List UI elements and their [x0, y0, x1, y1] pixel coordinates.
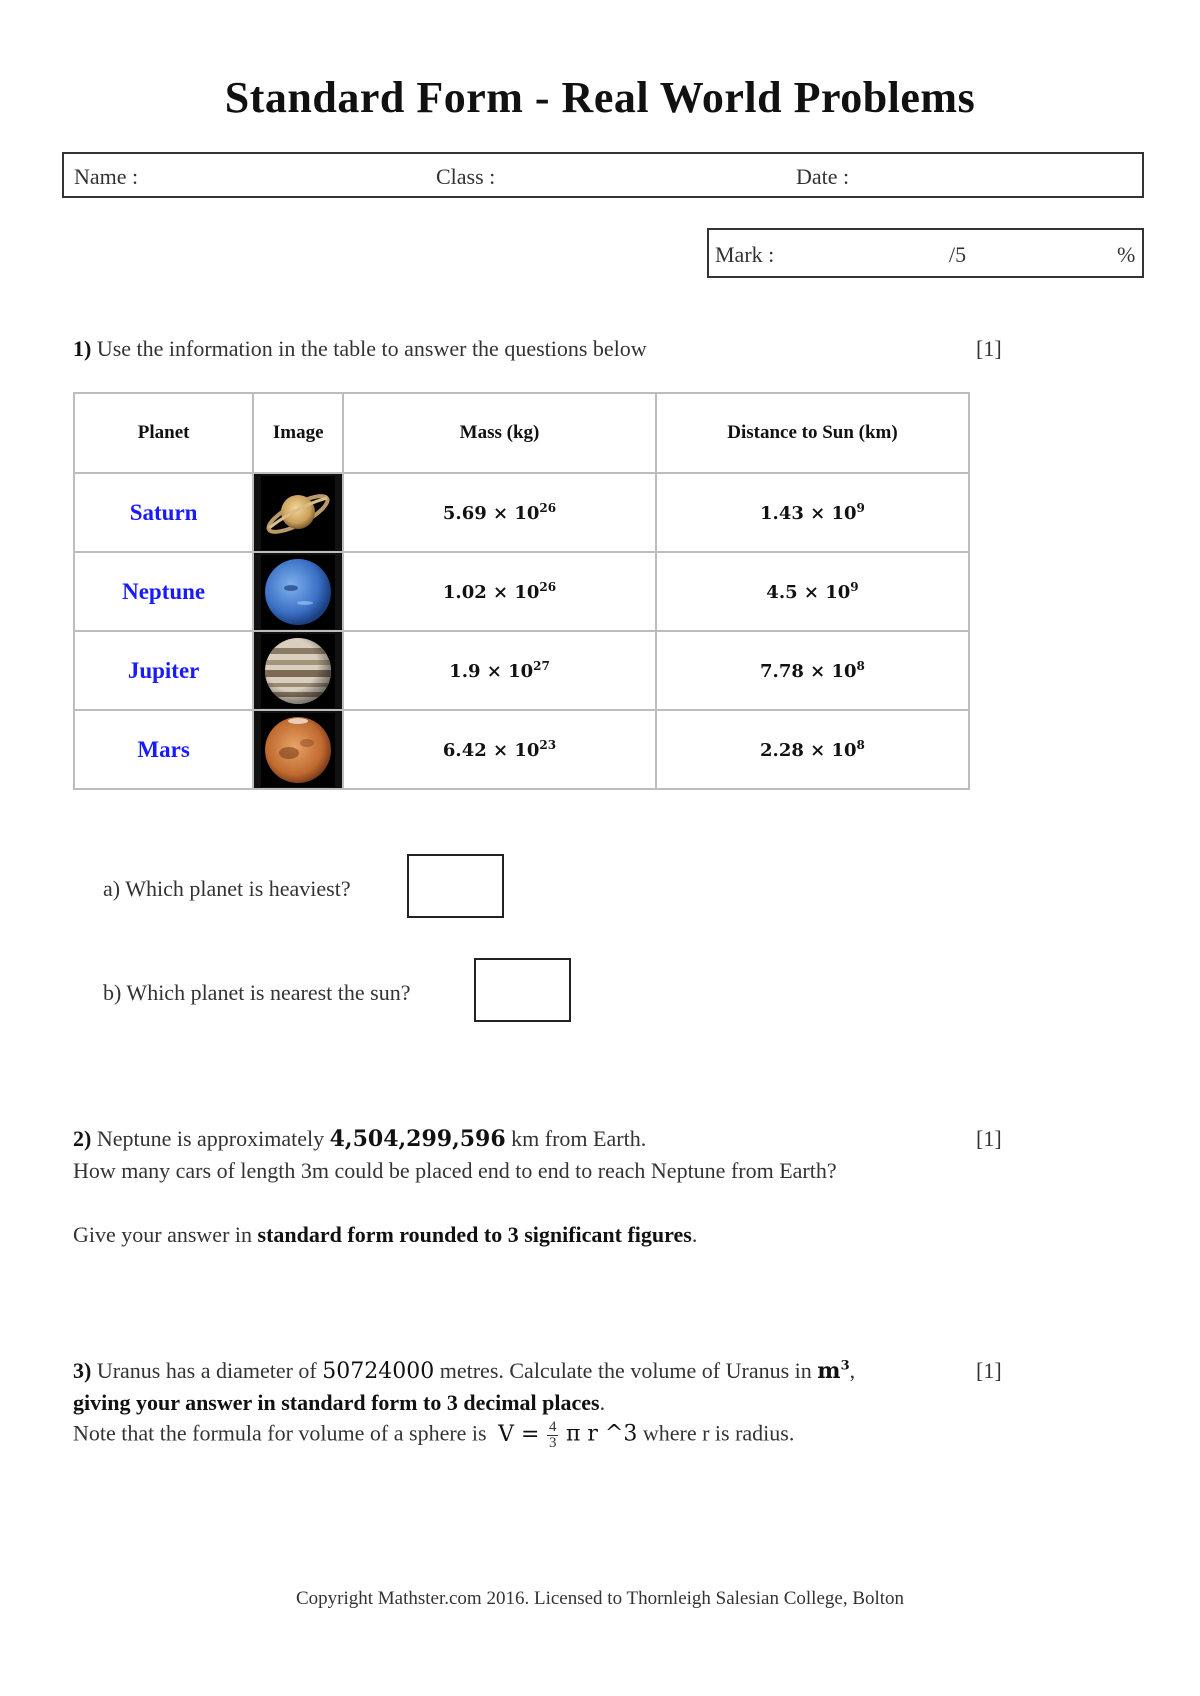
saturn-image	[253, 473, 343, 552]
header-distance: Distance to Sun (km)	[656, 393, 969, 473]
table-row	[74, 473, 969, 552]
question-2-text-after: km from Earth.	[511, 1126, 647, 1151]
mass-mars: $6.42 \times 10^{23}$	[442, 738, 557, 761]
question-3-line-3: Note that the formula for volume of a sphere is V = $\frac{4}{3}$ π r ^3 where r is radius.	[73, 1419, 795, 1451]
planet-name-saturn: Saturn	[129, 499, 198, 525]
header-planet: Planet	[74, 393, 253, 473]
question-2-number: 2)	[73, 1126, 92, 1151]
percent-label: %	[1117, 242, 1136, 267]
copyright-footer: Copyright Mathster.com 2016. Licensed to Thornleigh Salesian College, Bolton	[295, 1588, 905, 1609]
table-row	[74, 710, 969, 789]
distance-saturn: $1.43 \times 10^9$	[760, 501, 865, 524]
question-1b: b) Which planet is nearest the sun?	[103, 980, 411, 1005]
mass-saturn: $5.69 \times 10^{26}$	[442, 501, 557, 524]
question-3-number: 3)	[73, 1358, 92, 1383]
header-image: Image	[253, 393, 343, 473]
question-2-text-before: Neptune is approximately	[96, 1126, 325, 1151]
mark-label: Mark :	[715, 242, 775, 267]
formula-rhs: π r ^3	[565, 1421, 638, 1447]
mars-image	[253, 710, 343, 789]
mars-picture	[261, 713, 335, 787]
question-3-instruction: giving your answer in standard form to 3 decimal places	[73, 1390, 600, 1415]
neptune-image	[253, 552, 343, 631]
question-2-value: 4,504,299,596	[329, 1126, 506, 1152]
jupiter-image	[253, 631, 343, 710]
question-3-text-mid: metres. Calculate the volume of Uranus in	[439, 1358, 812, 1383]
question-1-text: Use the information in the table to answer the questions below	[96, 336, 647, 361]
planet-table	[73, 392, 970, 790]
mass-neptune: $1.02 \times 10^{26}$	[442, 580, 557, 603]
distance-neptune: $4.5 \times 10^9$	[766, 580, 859, 603]
planet-name-jupiter: Jupiter	[127, 657, 200, 683]
jupiter-picture	[261, 634, 335, 708]
mass-jupiter: $1.9 \times 10^{27}$	[449, 659, 550, 682]
neptune-picture	[261, 555, 335, 629]
question-2	[73, 1126, 646, 1152]
question-2-line-3: Give your answer in standard form rounded to 3 significant figures.	[73, 1222, 698, 1247]
question-2-line-2: How many cars of length 3m could be placed end to end to reach Neptune from Earth?	[73, 1158, 837, 1183]
name-label: Name :	[74, 164, 139, 189]
student-info-box	[62, 152, 1144, 198]
question-2-marks: [1]	[976, 1126, 1002, 1151]
table-header-row	[74, 393, 969, 473]
formula-fraction: $\frac{4}{3}$	[548, 1419, 557, 1451]
header-mass: Mass (kg)	[343, 393, 656, 473]
question-1-number: 1)	[73, 336, 92, 361]
date-label: Date :	[796, 164, 850, 189]
answer-box-1a[interactable]	[407, 854, 504, 918]
class-label: Class :	[436, 164, 496, 189]
question-1a: a) Which planet is heaviest?	[103, 876, 351, 901]
answer-box-1b[interactable]	[474, 958, 571, 1022]
question-3-marks: [1]	[976, 1358, 1002, 1383]
question-3-unit: $m^3$	[817, 1358, 850, 1384]
planet-name-mars: Mars	[137, 736, 190, 762]
question-3-text-before: Uranus has a diameter of	[96, 1358, 317, 1383]
question-1	[73, 336, 647, 362]
question-2-instruction: standard form rounded to 3 significant figures	[257, 1222, 692, 1247]
saturn-picture	[261, 476, 335, 550]
table-row	[74, 552, 969, 631]
question-3-line-2: giving your answer in standard form to 3 decimal places.	[73, 1390, 606, 1415]
distance-mars: $2.28 \times 10^8$	[760, 738, 865, 761]
planet-name-neptune: Neptune	[122, 578, 206, 604]
question-3-value: 50724000	[322, 1359, 435, 1384]
formula-lhs: V =	[498, 1421, 540, 1447]
mark-total: /5	[949, 242, 967, 267]
distance-jupiter: $7.78 \times 10^8$	[760, 659, 865, 682]
table-row	[74, 631, 969, 710]
mark-box	[707, 228, 1144, 278]
question-3: 3) Uranus has a diameter of 50724000 metres. Calculate the volume of Uranus in $m^3$,	[73, 1358, 856, 1384]
question-1-marks: [1]	[976, 336, 1002, 361]
page-title: Standard Form - Real World Problems	[224, 73, 976, 122]
